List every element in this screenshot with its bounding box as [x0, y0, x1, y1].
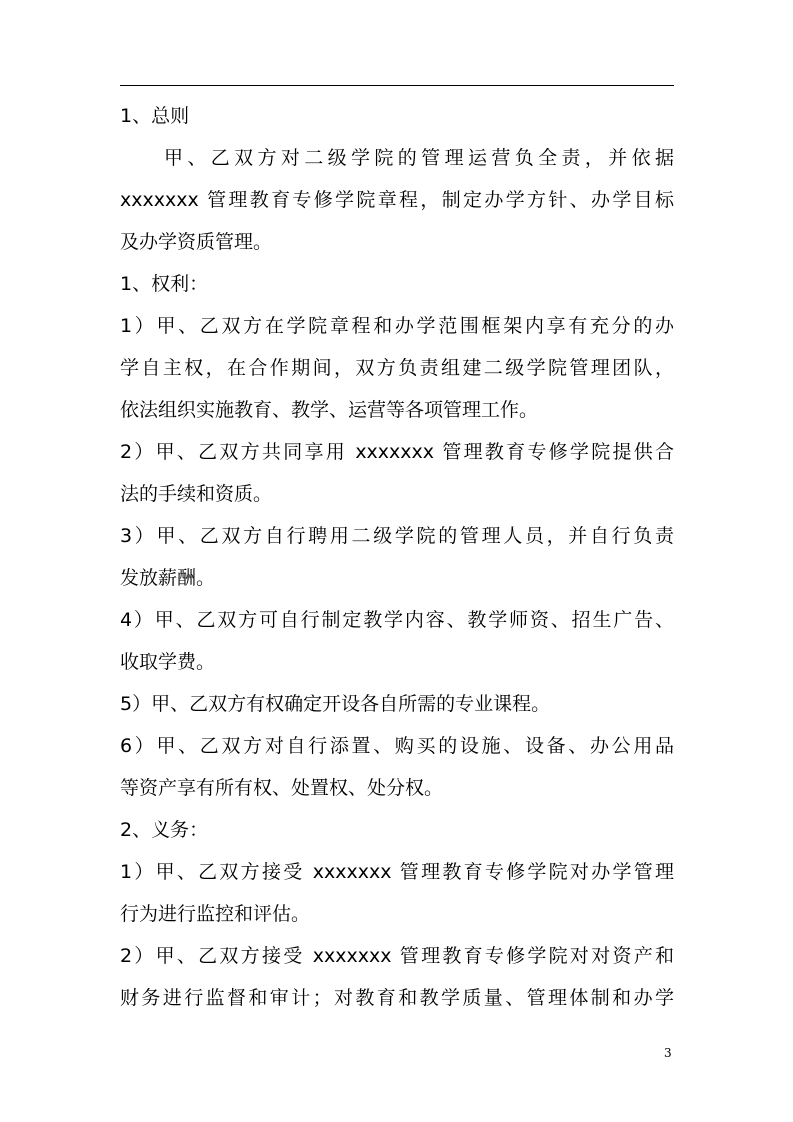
list-item-line: 6）甲、乙双方对自行添置、购买的设施、设备、办公用品	[120, 735, 674, 757]
list-item-line: 学自主权，在合作期间，双方负责组建二级学院管理团队，	[120, 357, 674, 379]
list-item-line: 2）甲、乙双方共同享用 xxxxxxx 管理教育专修学院提供合	[120, 441, 674, 463]
section-heading-obligations: 2、义务：	[120, 819, 209, 841]
list-item-line: 1）甲、乙双方接受 xxxxxxx 管理教育专修学院对办学管理	[120, 861, 674, 883]
section-heading-general: 1、总则	[120, 105, 190, 127]
list-item-line: 1）甲、乙双方在学院章程和办学范围框架内享有充分的办	[120, 315, 674, 337]
header-rule	[120, 85, 674, 86]
list-item-line: 5）甲、乙双方有权确定开设各自所需的专业课程。	[120, 693, 551, 715]
list-item-line: 收取学费。	[120, 651, 216, 673]
list-item-line: 2）甲、乙双方接受 xxxxxxx 管理教育专修学院对对资产和	[120, 945, 674, 967]
section-heading-rights: 1、权利：	[120, 273, 209, 295]
list-item-line: 依法组织实施教育、教学、运营等各项管理工作。	[120, 399, 539, 421]
list-item-line: 法的手续和资质。	[120, 483, 273, 505]
paragraph-line: xxxxxxx 管理教育专修学院章程，制定办学方针、办学目标	[120, 189, 674, 211]
list-item-line: 3）甲、乙双方自行聘用二级学院的管理人员，并自行负责	[120, 525, 674, 547]
list-item-line: 等资产享有所有权、处置权、处分权。	[120, 777, 444, 799]
page-number: 3	[664, 1046, 672, 1060]
list-item-line: 4）甲、乙双方可自行制定教学内容、教学师资、招生广告、	[120, 609, 674, 631]
list-item-line: 行为进行监控和评估。	[120, 903, 311, 925]
paragraph-line: 及办学资质管理。	[120, 231, 273, 253]
list-item-line: 财务进行监督和审计；对教育和教学质量、管理体制和办学	[120, 987, 674, 1009]
paragraph-line: 甲、乙双方对二级学院的管理运营负全责，并依据	[164, 147, 674, 169]
list-item-line: 发放薪酬。	[120, 567, 216, 589]
